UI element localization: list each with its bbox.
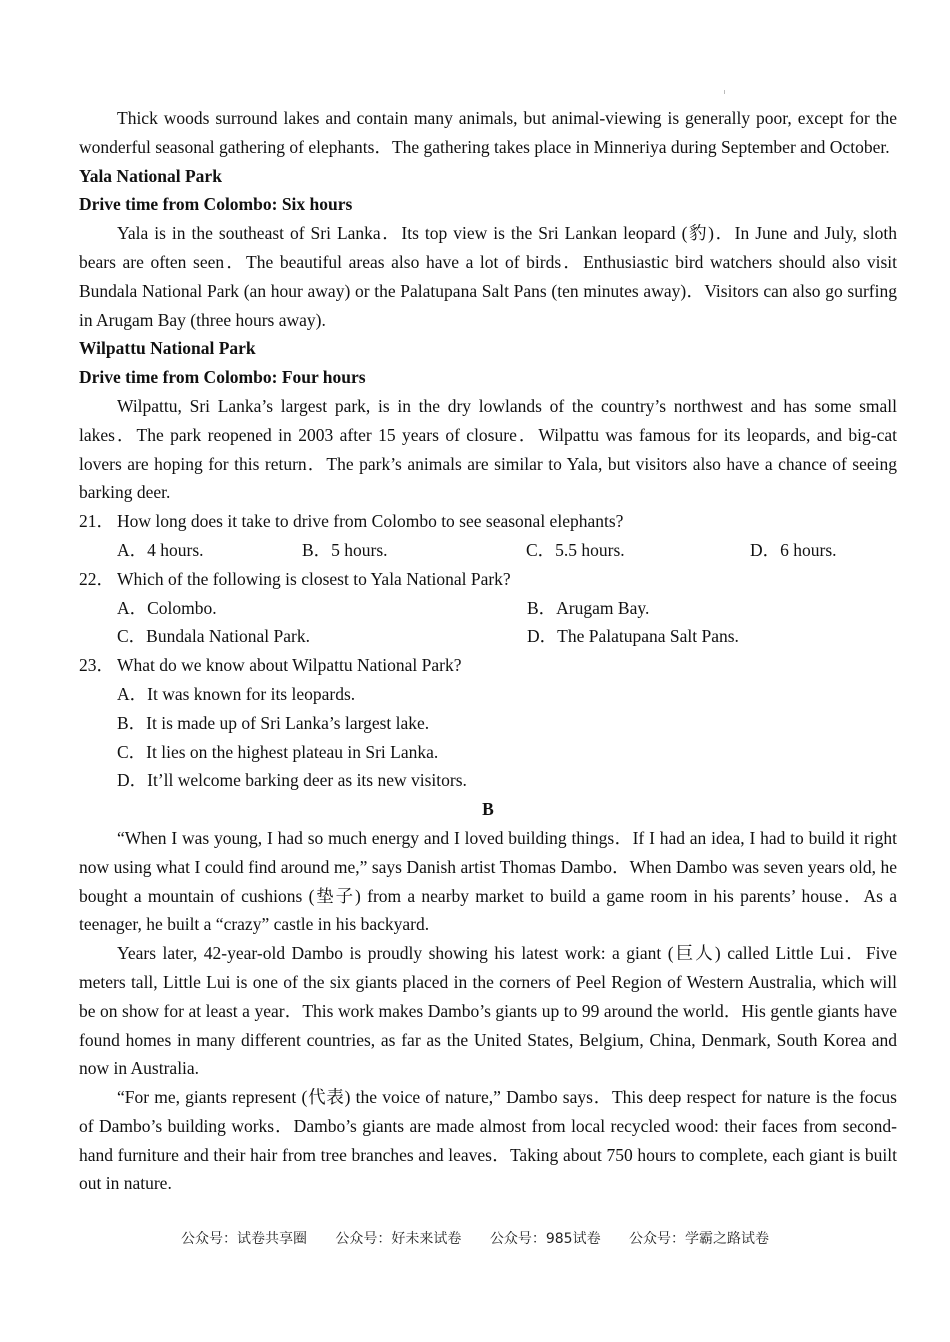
option-b: B．Arugam Bay. [527, 597, 650, 618]
park-title-yala: Yala National Park [79, 165, 222, 186]
question-21-options [79, 536, 897, 565]
section-b-label: B [482, 799, 494, 820]
park-title-wilpattu: Wilpattu National Park [79, 338, 256, 359]
yala-paragraph: Yala is in the southeast of Sri Lanka．Its top view is the Sri Lankan leopard (豹)．In June and July, sloth bears are often seen．The beautiful areas also have a lot of birds．Enthusiastic bird watchers should also visit Bundala National Park (an hour away) or the Palatupana Salt Pans (ten minutes away)．Visitors can also go surfing in Arugam Bay (three hours away). [79, 223, 897, 330]
option-a: A．It was known for its leopards. [117, 683, 356, 704]
question-23 [79, 651, 897, 680]
question-22 [79, 565, 897, 594]
question-number: 21． [79, 511, 114, 532]
section-b-paragraph-3: “For me, giants represent (代表) the voice of nature,” Dambo says．This deep respect for nature is the focus of Dambo’s building works．Dambo’s giants are made almost from local recycled wood: their faces from second-hand furniture and their hair from tree branches and leaves．Taking about 750 hours to complete, each giant is built out in nature. [79, 1087, 897, 1194]
footer-account-3: 公众号：985试卷 [489, 1231, 601, 1247]
option-b: B．It is made up of Sri Lanka’s largest lake. [117, 712, 430, 733]
question-22-options-row-2 [79, 622, 897, 651]
section-b-paragraph-1: “When I was young, I had so much energy and I loved building things．If I had an idea, I had to build it right now using what I could find around me,” says Danish artist Thomas Dambo．When Dambo was seven years old, he bought a mountain of cushions (垫子) from a nearby market to build a game room in his parents’ house．As a teenager, he built a “crazy” castle in his backyard. [79, 827, 897, 935]
footer-account-4: 公众号：学霸之路试卷 [629, 1231, 770, 1247]
question-text: How long does it take to drive from Colombo to see seasonal elephants? [117, 511, 624, 532]
footer-account-2: 公众号：好未来试卷 [335, 1231, 462, 1247]
option-c: C．It lies on the highest plateau in Sri Lanka. [117, 741, 439, 762]
page-content [79, 104, 897, 1198]
scan-mark [724, 90, 725, 94]
page-footer [0, 1228, 950, 1248]
option-b: B．5 hours. [302, 539, 388, 560]
wilpattu-paragraph: Wilpattu, Sri Lanka’s largest park, is in the dry lowlands of the country’s northwest and has some small lakes．The park reopened in 2003 after 15 years of closure．Wilpattu was famous for its leopards, and big-cat lovers are hoping for this return．The park’s animals are similar to Yala, but visitors also have a chance of seeing barking deer. [79, 395, 897, 503]
option-d: D．The Palatupana Salt Pans. [527, 626, 739, 647]
passage-a-paragraph: Thick woods surround lakes and contain many animals, but animal-viewing is generally poor, except for the wonderful seasonal gathering of elephants．The gathering takes place in Minneriya during September and October. [79, 108, 897, 157]
option-c: C．5.5 hours. [526, 539, 625, 560]
section-b-paragraph-2: Years later, 42-year-old Dambo is proudly showing his latest work: a giant (巨人) called Little Lui．Five meters tall, Little Lui is one of the six giants placed in the corners of Peel Region of Western Australia, which will be on show for at least a year．This work makes Dambo’s giants up to 99 around the world．His gentle giants have found homes in many different countries, as far as the United States, Belgium, China, Denmark, South Korea and now in Australia. [79, 943, 897, 1079]
footer-account-1: 公众号：试卷共享圈 [180, 1231, 307, 1247]
option-d: D．It’ll welcome barking deer as its new visitors. [117, 770, 467, 791]
drive-time-yala: Drive time from Colombo: Six hours [79, 194, 353, 215]
drive-time-wilpattu: Drive time from Colombo: Four hours [79, 367, 366, 388]
option-a: A．4 hours. [117, 539, 204, 560]
option-c: C．Bundala National Park. [117, 626, 310, 647]
question-text: What do we know about Wilpattu National Park? [117, 655, 462, 676]
question-21 [79, 507, 897, 536]
question-number: 23． [79, 655, 114, 676]
option-d: D．6 hours. [750, 539, 837, 560]
question-number: 22． [79, 568, 114, 589]
question-text: Which of the following is closest to Yala National Park? [117, 568, 511, 589]
option-a: A．Colombo. [117, 597, 217, 618]
question-22-options-row-1 [79, 594, 897, 623]
